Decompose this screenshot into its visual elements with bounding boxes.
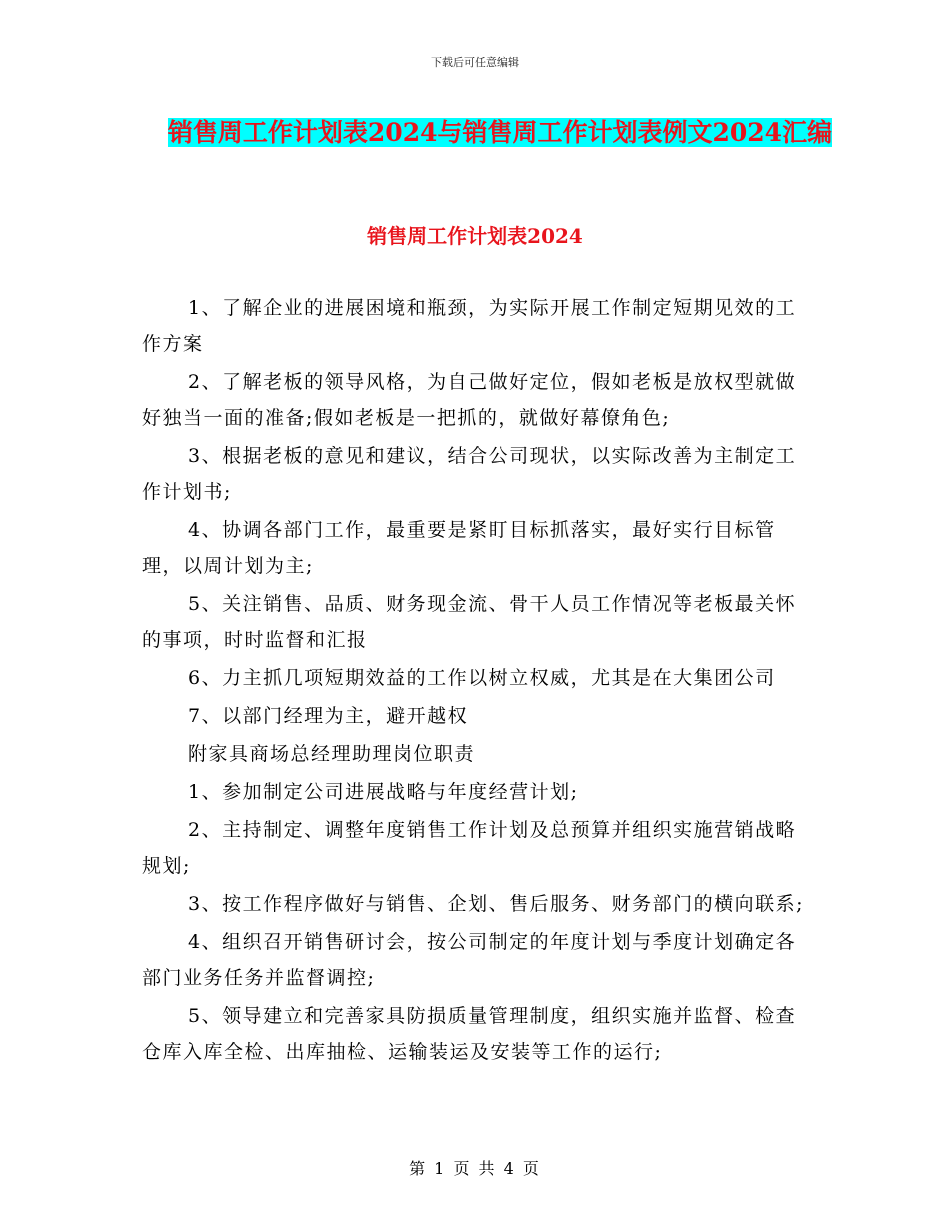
- paragraph: 4、协调各部门工作，最重要是紧盯目标抓落实，最好实行目标管理，以周计划为主;: [142, 519, 776, 577]
- main-title: [140, 110, 860, 156]
- paragraph: 附家具商场总经理助理岗位职责: [188, 743, 476, 765]
- paragraph: 2、了解老板的领导风格，为自己做好定位，假如老板是放权型就做好独当一面的准备;假如老板是一把抓的，就做好幕僚角色;: [142, 371, 797, 429]
- paragraph: 7、以部门经理为主，避开越权: [188, 705, 469, 727]
- paragraph: 1、参加制定公司进展战略与年度经营计划;: [188, 781, 579, 803]
- paragraph: 3、根据老板的意见和建议，结合公司现状，以实际改善为主制定工作计划书;: [142, 445, 797, 503]
- paragraph: 5、领导建立和完善家具防损质量管理制度，组织实施并监督、检查仓库入库全检、出库抽检、运输装运及安装等工作的运行;: [142, 1005, 797, 1063]
- paragraph: 2、主持制定、调整年度销售工作计划及总预算并组织实施营销战略规划;: [142, 819, 797, 877]
- page-number-footer: 第 1 页 共 4 页: [409, 1159, 541, 1178]
- paragraph: 3、按工作程序做好与销售、企划、售后服务、财务部门的横向联系;: [188, 893, 804, 915]
- paragraph: 1、了解企业的进展困境和瓶颈，为实际开展工作制定短期见效的工作方案: [142, 297, 797, 355]
- section-title: 销售周工作计划表2024: [367, 224, 583, 248]
- paragraph: 6、力主抓几项短期效益的工作以树立权威，尤其是在大集团公司: [188, 667, 776, 689]
- paragraph: 5、关注销售、品质、财务现金流、骨干人员工作情况等老板最关怀的事项，时时监督和汇报: [142, 593, 797, 651]
- paragraph: 4、组织召开销售研讨会，按公司制定的年度计划与季度计划确定各部门业务任务并监督调控;: [142, 931, 797, 989]
- header-note: 下载后可任意编辑: [431, 56, 519, 69]
- document-body: [142, 290, 810, 1072]
- main-title-text: 销售周工作计划表2024与销售周工作计划表例文2024汇编: [167, 118, 833, 147]
